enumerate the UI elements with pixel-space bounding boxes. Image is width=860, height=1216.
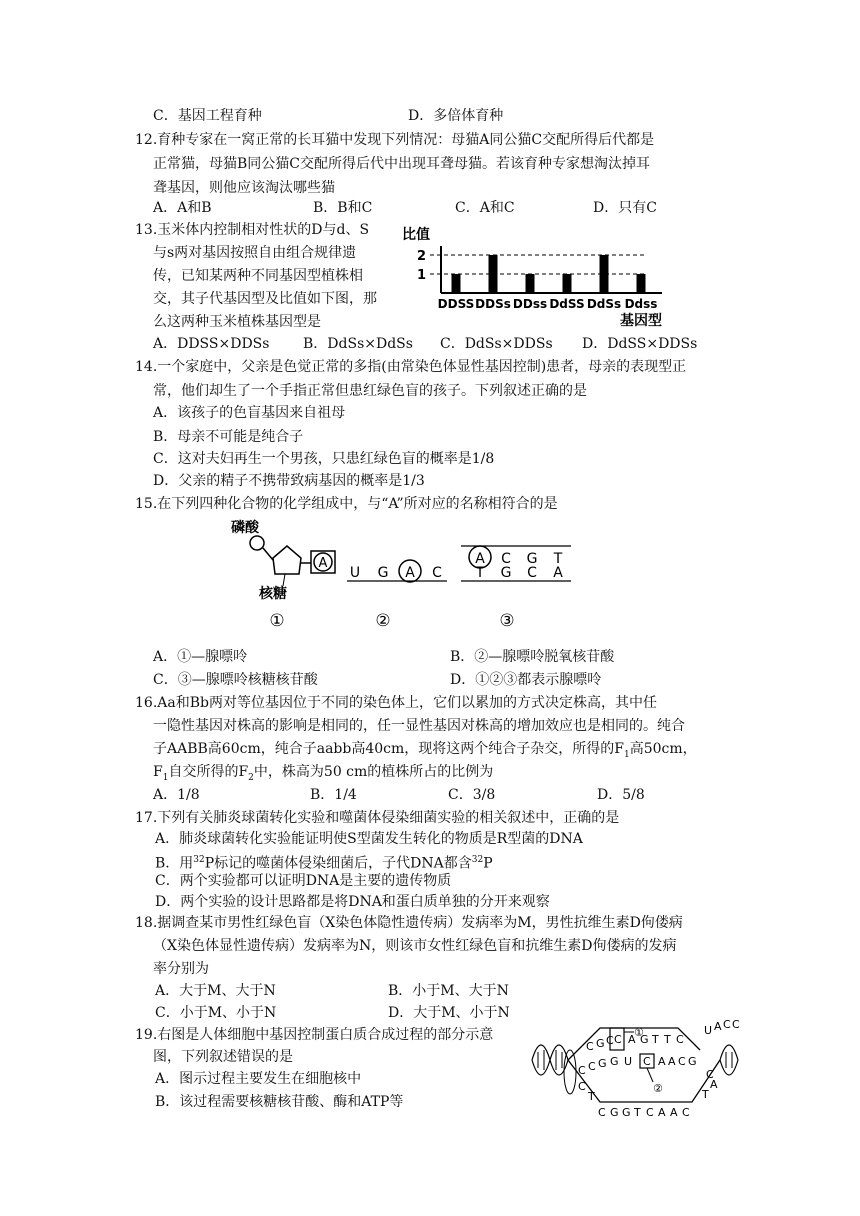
q13-option-d: D．DdSS×DDSs [582, 336, 698, 352]
bar-Ddss [637, 274, 646, 293]
q16-stem-line2: 一隐性基因对株高的影响是相同的，任一显性基因对株高的增加效应也是相同的。纯合 [153, 718, 685, 734]
rna-1: C [578, 1064, 586, 1077]
bottom-1: C [598, 1106, 606, 1119]
q16-stem-line3: 子AABB高60cm，纯合子aabb高40cm，现将这两个纯合子杂交，所得的$F_1$高50cm， [153, 741, 697, 760]
top-left-1: C [586, 1040, 594, 1053]
right-top-2: A [714, 1020, 722, 1033]
bar-DDSS [452, 274, 461, 293]
q13-option-b: B．DdSs×DdSs [303, 336, 413, 352]
dna-bottom-3: C [527, 565, 537, 581]
q17-option-c: C．两个实验都可以证明DNA是主要的遗传物质 [155, 873, 452, 889]
q18-stem-line2: （X染色体显性遗传病）发病率为N，则该市女性红绿色盲和抗维生素D佝偻病的发病 [153, 938, 677, 954]
dna-bottom-4: A [553, 565, 563, 581]
top-strand-4: T [652, 1033, 659, 1046]
q12-stem-line1: 12.育种专家在一窝正常的长耳猫中发现下列情况：母猫A同公猫C交配所得后代都是 [135, 132, 655, 148]
bar-DDSs [489, 255, 498, 293]
bottom-3: G [622, 1106, 631, 1119]
q13-stem-line1: 13.玉米体内控制相对性状的D与d、S [135, 222, 370, 238]
right-side-3: T [702, 1088, 709, 1101]
q17-option-d: D．两个实验的设计思路都是将DNA和蛋白质单独的分开来观察 [155, 894, 550, 910]
genotype-ratio-bar-chart [400, 222, 680, 330]
top-strand-3: G [640, 1033, 649, 1046]
rna-tail-3: C [678, 1055, 686, 1068]
transcription-diagram [530, 1010, 745, 1122]
top-strand-2: A [628, 1033, 636, 1046]
q13-stem-line2: 与s两对基因按照自由组合规律遗 [153, 245, 357, 261]
x-tick-DDSs: DDSs [475, 297, 511, 311]
q17-option-a: A．肺炎球菌转化实验能证明使S型菌发生转化的物质是R型菌的DNA [155, 831, 583, 847]
q19-stem-line1: 19.右图是人体细胞中基因控制蛋白质合成过程的部分示意 [135, 1027, 494, 1043]
q14-stem-line2: 常，他们却生了一个手指正常但患红绿色盲的孩子。下列叙述正确的是 [153, 383, 587, 399]
q14-option-a: A．该孩子的色盲基因来自祖母 [153, 405, 346, 421]
figure-label-2: ② [375, 611, 391, 631]
q12-option-c: C．A和C [455, 200, 515, 216]
q14-stem-line1: 14.一个家庭中，父亲是色觉正常的多指(由常染色体显性基因控制)患者，母亲的表现型正 [135, 359, 687, 375]
q19-stem-line2: 图，下列叙述错误的是 [153, 1049, 293, 1065]
dna-bottom-1: T [475, 565, 485, 581]
bottom-6: A [658, 1106, 666, 1119]
q18-stem-line3: 率分别为 [153, 961, 209, 977]
x-tick-Ddss: Ddss [624, 297, 658, 311]
phosphate-circle [250, 536, 264, 550]
q11-option-d: D．多倍体育种 [408, 108, 504, 124]
rna-box-letter: C [643, 1055, 651, 1068]
bottom-2: G [610, 1106, 619, 1119]
q13-stem-line4: 交，其子代基因型及比值如下图，那 [153, 291, 377, 307]
rna-4: G [610, 1055, 619, 1068]
q13-stem-line3: 传，已知某两种不同基因型植株相 [153, 268, 363, 284]
q16-stem-line4: $F_1$自交所得的$F_2$中，株高为50 cm的植株所占的比例为 [153, 764, 494, 783]
base-a-letter: A [318, 556, 328, 571]
q19-option-a: A．图示过程主要发生在细胞核中 [155, 1071, 362, 1087]
dna-top-3: G [526, 551, 538, 567]
dna-top-4: T [553, 551, 563, 567]
bar-DdSS [563, 274, 572, 293]
top-left-3: C [606, 1034, 614, 1047]
phosphate-label: 磷酸 [231, 520, 259, 536]
q15-option-d: D．①②③都表示腺嘌呤 [450, 672, 602, 688]
q15-option-b: B．②—腺嘌呤脱氧核苷酸 [450, 649, 615, 665]
q16-option-b: B．1/4 [310, 787, 357, 803]
ribose-pentagon [273, 546, 301, 574]
bar-DdSs [600, 255, 609, 293]
q19-option-b: B．该过程需要核糖核苷酸、酶和ATP等 [155, 1094, 404, 1110]
top-left-2: G [596, 1037, 605, 1050]
q14-option-d: D．父亲的精子不携带致病基因的概率是1/3 [153, 473, 425, 489]
mark2: ② [653, 1082, 663, 1095]
q16-option-a: A．1/8 [153, 787, 200, 803]
right-side-2: A [710, 1078, 718, 1091]
rna-tail-1: A [658, 1055, 666, 1068]
x-tick-DdSS: DdSS [549, 297, 585, 311]
q16-option-d: D．5/8 [597, 787, 645, 803]
dna-top-1: A [475, 551, 485, 567]
q18-stem-line1: 18.据调查某市男性红绿色盲（X染色体隐性遗传病）发病率为M，男性抗维生素D佝偻病 [135, 915, 683, 931]
q14-option-b: B．母亲不可能是纯合子 [153, 429, 304, 445]
right-side-1: C [706, 1068, 714, 1081]
figure-label-3: ③ [499, 611, 515, 631]
dna-bottom-2: G [500, 565, 512, 581]
q12-stem-line3: 聋基因，则他应该淘汰哪些猫 [153, 180, 335, 196]
rna-base-2: G [377, 565, 389, 581]
rna-3: G [598, 1057, 607, 1070]
chart-y-tick-2: 2 [416, 249, 426, 264]
q17-stem: 17.下列有关肺炎球菌转化实验和噬菌体侵染细菌实验的相关叙述中，正确的是 [135, 810, 620, 826]
right-top-1: U [704, 1024, 713, 1037]
chart-x-axis-label: 基因型 [620, 313, 662, 329]
q15-option-a: A．①—腺嘌呤 [153, 649, 248, 665]
x-tick-DDSS: DDSS [437, 297, 475, 311]
top-strand-5: T [664, 1033, 671, 1046]
rna-base-1: U [349, 565, 361, 581]
q11-option-c: C．基因工程育种 [153, 108, 262, 124]
q12-option-a: A．A和B [153, 200, 212, 216]
rna-base-4: C [432, 565, 442, 581]
chart-y-axis-label: 比值 [402, 227, 430, 243]
q12-option-d: D．只有C [593, 200, 657, 216]
q13-option-a: A．DDSS×DDSs [153, 336, 270, 352]
q15-stem: 15.在下列四种化合物的化学组成中，与“A”所对应的名称相符合的是 [135, 496, 558, 512]
bottom-5: C [646, 1106, 654, 1119]
bottom-7: A [670, 1106, 678, 1119]
right-top-4: C [732, 1018, 740, 1031]
q14-option-c: C．这对夫妇再生一个男孩，只患红绿色盲的概率是1/8 [153, 451, 495, 467]
q18-option-d: D．大于M、小于N [388, 1005, 510, 1021]
left-side-2: T [588, 1090, 595, 1103]
bottom-4: T [634, 1106, 641, 1119]
bar-DDss [526, 274, 535, 293]
q13-option-c: C．DdSs×DDSs [440, 336, 553, 352]
q18-option-c: C．小于M、小于N [155, 1005, 277, 1021]
chart-y-tick-1: 1 [416, 268, 426, 283]
dna-top-2: C [501, 551, 511, 567]
q18-option-a: A．大于M、大于N [155, 983, 276, 999]
x-tick-DdSs: DdSs [586, 297, 622, 311]
x-tick-DDss: DDss [512, 297, 548, 311]
q15-option-c: C．③—腺嘌呤核糖核苷酸 [153, 672, 318, 688]
q16-option-c: C．3/8 [448, 787, 496, 803]
right-top-3: C [723, 1018, 731, 1031]
left-side-1: C [578, 1080, 586, 1093]
top-strand-1: C [614, 1033, 622, 1046]
rna-base-3: A [405, 565, 415, 581]
nucleotide-figures [225, 516, 585, 634]
q12-option-b: B．B和C [313, 200, 373, 216]
rna-tail-4: G [688, 1055, 697, 1068]
q13-stem-line5: 么这两种玉米植株基因型是 [153, 314, 321, 330]
rna-tail-2: A [668, 1055, 676, 1068]
top-strand-6: C [676, 1033, 684, 1046]
bottom-8: C [682, 1106, 690, 1119]
q18-option-b: B．小于M、大于N [388, 983, 509, 999]
rna-2: C [588, 1060, 596, 1073]
ribose-label: 核糖 [259, 586, 287, 602]
mark1: ① [634, 1026, 644, 1039]
q12-stem-line2: 正常猫，母猫B同公猫C交配所得后代中出现耳聋母猫。若该育种专家想淘汰掉耳 [153, 156, 650, 172]
rna-5: U [624, 1055, 633, 1068]
q17-option-b: B．用$^{32}$P标记的噬菌体侵染细菌后，子代DNA都含$^{32}$P [155, 855, 493, 872]
figure-label-1: ① [269, 611, 285, 631]
q16-stem-line1: 16.Aa和Bb两对等位基因位于不同的染色体上，它们以累加的方式决定株高，其中任 [135, 695, 657, 711]
